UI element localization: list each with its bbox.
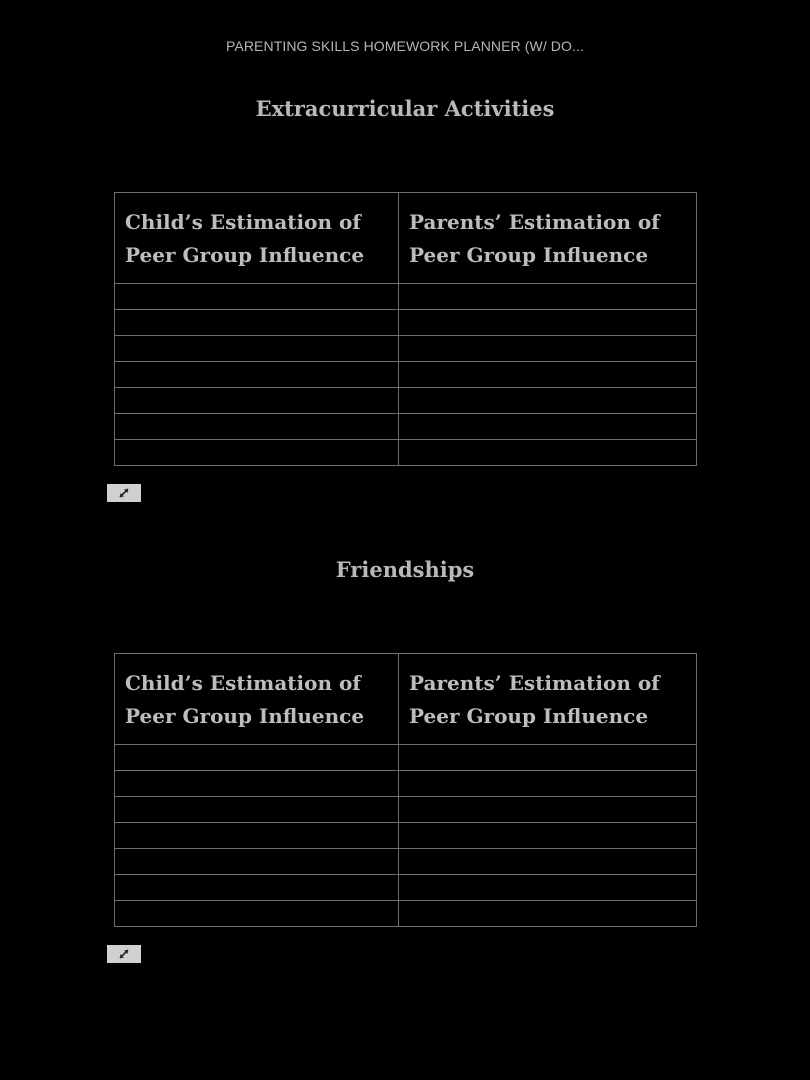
table-cell — [115, 336, 399, 362]
table-cell — [399, 362, 697, 388]
table-cell — [115, 901, 399, 927]
expand-arrows-icon — [117, 487, 131, 499]
table-row — [115, 771, 697, 797]
table-cell — [115, 388, 399, 414]
table-cell — [399, 440, 697, 466]
table-cell — [399, 797, 697, 823]
table-cell — [115, 849, 399, 875]
expand-arrows-icon — [117, 948, 131, 960]
table-cell — [399, 901, 697, 927]
column-header-parents: Parents’ Estimation of Peer Group Influence — [399, 654, 697, 745]
section-title-friendships: Friendships — [335, 557, 475, 582]
table-row — [115, 388, 697, 414]
table-cell — [399, 771, 697, 797]
table-cell — [399, 336, 697, 362]
table-cell — [115, 771, 399, 797]
table-row — [115, 823, 697, 849]
table-row — [115, 336, 697, 362]
table-row — [115, 745, 697, 771]
table-cell — [399, 284, 697, 310]
table-cell — [399, 823, 697, 849]
table-cell — [115, 745, 399, 771]
table-cell — [399, 875, 697, 901]
table-cell — [115, 797, 399, 823]
table-row — [115, 849, 697, 875]
table-cell — [399, 310, 697, 336]
table-cell — [399, 745, 697, 771]
table-cell — [115, 823, 399, 849]
table-row — [115, 797, 697, 823]
table-cell — [115, 284, 399, 310]
table-row — [115, 440, 697, 466]
expand-table-button[interactable] — [107, 945, 141, 963]
table-row — [115, 414, 697, 440]
table-extracurricular — [114, 192, 697, 466]
table-row — [115, 901, 697, 927]
table-cell — [115, 440, 399, 466]
table-cell — [115, 414, 399, 440]
table-row — [115, 310, 697, 336]
table-cell — [115, 362, 399, 388]
book-title: PARENTING SKILLS HOMEWORK PLANNER (W/ DO... — [226, 38, 584, 54]
column-header-child: Child’s Estimation of Peer Group Influence — [115, 654, 399, 745]
table-cell — [115, 875, 399, 901]
column-header-child: Child’s Estimation of Peer Group Influence — [115, 193, 399, 284]
expand-table-button[interactable] — [107, 484, 141, 502]
table-cell — [399, 388, 697, 414]
table-cell — [399, 414, 697, 440]
table-row — [115, 362, 697, 388]
table-row — [115, 875, 697, 901]
column-header-parents: Parents’ Estimation of Peer Group Influence — [399, 193, 697, 284]
table-friendships — [114, 653, 697, 927]
table-cell — [399, 849, 697, 875]
table-cell — [115, 310, 399, 336]
section-title-extracurricular: Extracurricular Activities — [255, 96, 555, 121]
table-row — [115, 284, 697, 310]
